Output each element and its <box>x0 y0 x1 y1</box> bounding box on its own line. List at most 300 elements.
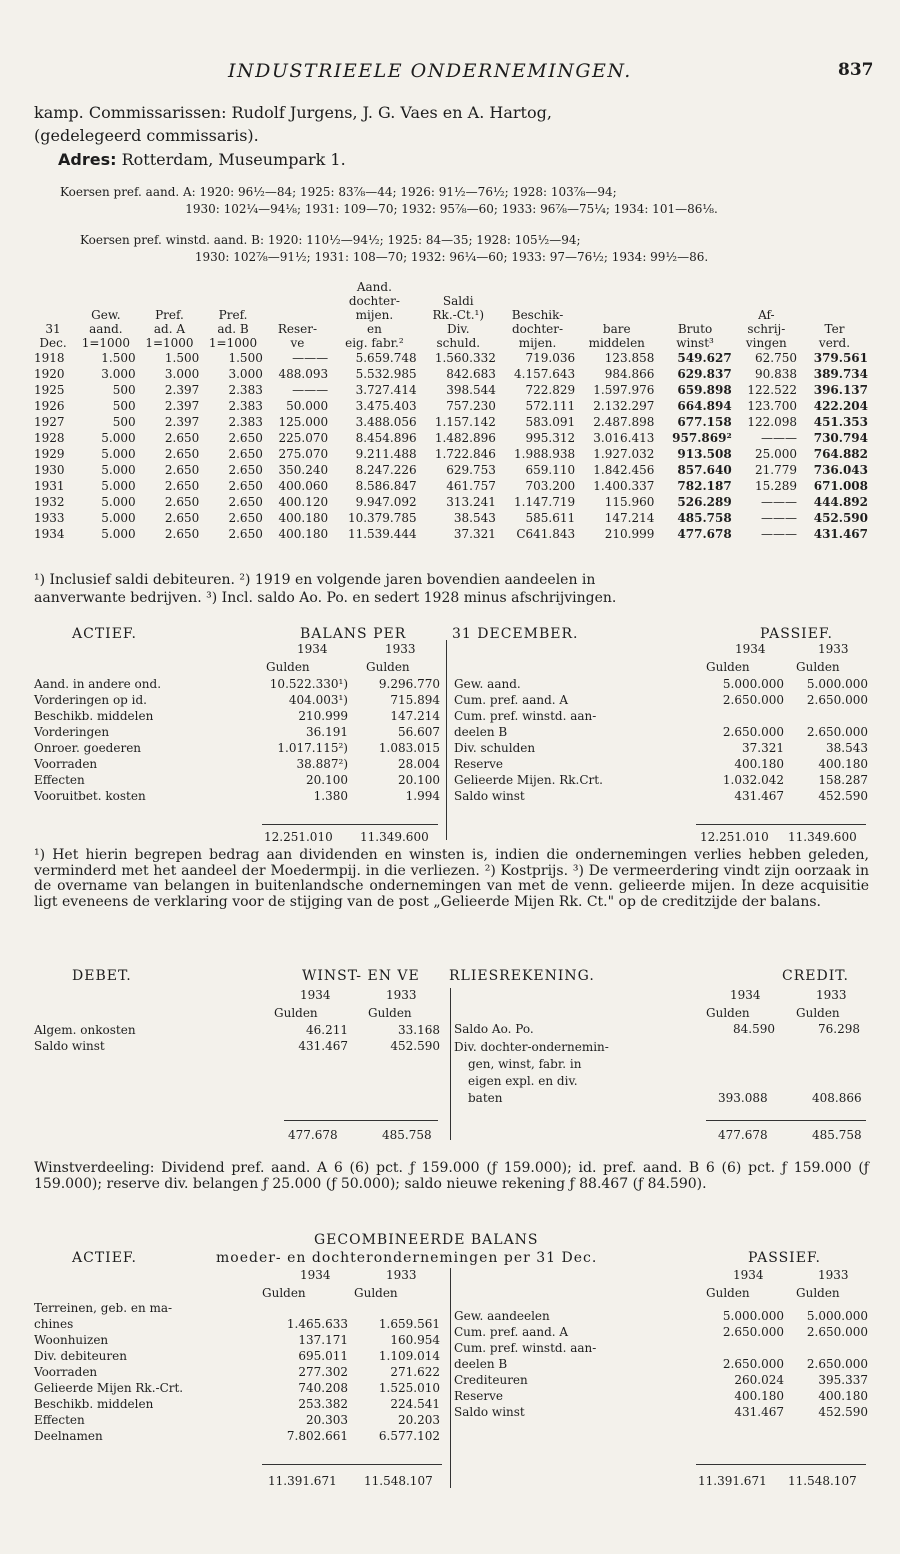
ledger-label: Gelieerde Mijen. Rk.Crt. <box>454 773 603 787</box>
ledger-value-1933: 160.954 <box>390 1333 440 1347</box>
gecomb-passief-row <box>452 1292 870 1308</box>
winst-divider <box>450 988 451 1140</box>
history-cell: 9.947.092 <box>355 495 417 509</box>
history-cell: 2.650 <box>164 479 200 493</box>
winst-credit-label: CREDIT. <box>782 968 849 984</box>
history-cell: 1920 <box>34 367 65 381</box>
gecomb-total-rule-right <box>696 1464 866 1465</box>
balans-title-right: 31 DECEMBER. <box>452 626 579 642</box>
ledger-value-1933: 20.203 <box>398 1413 440 1427</box>
history-cell: 995.312 <box>525 431 576 445</box>
gecomb-passief-row <box>452 1404 870 1420</box>
history-cell: 2.650 <box>228 431 263 445</box>
history-header-cell <box>656 294 733 308</box>
winst-total-1934-left: 477.678 <box>288 1128 338 1142</box>
history-header-cell <box>265 294 330 308</box>
table-row <box>32 494 870 510</box>
ledger-label: Gew. aandeelen <box>454 1309 550 1323</box>
ledger-value-1934: 400.180 <box>734 757 784 771</box>
ledger-value-1933 <box>786 1420 870 1436</box>
history-cell: 842.683 <box>446 367 496 381</box>
history-header-cell <box>734 294 799 308</box>
history-cell: 452.590 <box>813 511 868 525</box>
adres-line <box>58 150 893 169</box>
ledger-label: Cum. pref. aand. A <box>454 1325 569 1339</box>
gecomb-passief-row <box>452 1420 870 1436</box>
table-row <box>32 366 870 382</box>
balans-year-1934-left: 1934 <box>297 642 328 656</box>
history-header-cell: Ter <box>824 322 845 336</box>
ledger-value-1934: 10.522.330¹) <box>269 677 348 691</box>
history-header-cell: en <box>366 322 382 336</box>
balans-passief-row <box>452 756 870 772</box>
history-cell: 2.383 <box>228 383 263 397</box>
history-cell: 90.838 <box>754 367 797 381</box>
balans-year-1933-right: 1933 <box>818 642 849 656</box>
history-cell: 1.400.337 <box>593 479 655 493</box>
balans-passief-row <box>452 788 870 804</box>
history-cell: 9.211.488 <box>355 447 417 461</box>
ledger-label: Beschikb. middelen <box>34 1397 154 1411</box>
gecomb-unit-1934-right: Gulden <box>706 1286 750 1300</box>
ledger-value-1933 <box>786 1292 870 1308</box>
history-cell: 15.289 <box>754 479 797 493</box>
history-cell: 664.894 <box>677 399 732 413</box>
gecomb-actief-row <box>32 1412 442 1428</box>
ledger-value-1934: 431.467 <box>298 1039 348 1053</box>
ledger-label: Effecten <box>34 773 85 787</box>
history-cell: 313.241 <box>446 495 496 509</box>
winst-unit-1934-left: Gulden <box>274 1006 318 1020</box>
history-cell: 1925 <box>34 383 65 397</box>
ledger-label: Div. debiteuren <box>34 1349 127 1363</box>
history-cell: 451.353 <box>813 415 868 429</box>
ledger-value-1934: 2.650.000 <box>722 725 784 739</box>
winst-credit-text-3: eigen expl. en div. <box>468 1074 578 1088</box>
ledger-label: chines <box>34 1317 74 1331</box>
history-cell: 8.247.226 <box>355 463 417 477</box>
ledger-label: Div. schulden <box>454 741 536 755</box>
balans-passief-row <box>452 772 870 788</box>
ledger-value-1934: 137.171 <box>298 1333 348 1347</box>
ledger-value-1933: 20.100 <box>398 773 440 787</box>
history-cell: 2.650 <box>228 447 263 461</box>
history-cell: 25.000 <box>754 447 797 461</box>
table-row <box>32 510 870 526</box>
ledger-label: Cum. pref. aand. A <box>454 693 569 707</box>
balans-unit-1934-right: Gulden <box>706 660 750 674</box>
balans-total-1934-right: 12.251.010 <box>700 830 769 844</box>
history-cell: 3.475.403 <box>355 399 417 413</box>
gecomb-title-2: moeder- en dochterondernemingen per 31 Dec. <box>216 1250 598 1266</box>
ledger-label <box>452 1292 698 1308</box>
gecomb-year-1934-left: 1934 <box>300 1268 331 1282</box>
history-cell: 1932 <box>34 495 65 509</box>
history-header-cell <box>32 294 74 308</box>
history-header-cell <box>138 280 202 294</box>
history-cell: 764.882 <box>813 447 868 461</box>
history-cell: 4.157.643 <box>514 367 576 381</box>
history-header-cell: mijen. <box>518 336 557 350</box>
history-header-cell: Gew. <box>91 308 121 322</box>
ledger-label: Saldo winst <box>454 789 525 803</box>
history-cell: 736.043 <box>813 463 868 477</box>
history-header-cell: Bruto <box>677 322 713 336</box>
table-row <box>32 462 870 478</box>
history-cell: 2.650 <box>164 511 200 525</box>
history-cell: 585.611 <box>525 511 576 525</box>
history-header-cell: winst³ <box>676 336 714 350</box>
ledger-value-1934 <box>698 1420 786 1436</box>
history-header-cell <box>74 280 138 294</box>
history-cell: 500 <box>112 415 136 429</box>
ledger-label: Cum. pref. winstd. aan- <box>454 709 597 723</box>
ledger-label: Vooruitbet. kosten <box>34 789 146 803</box>
winst-unit-1933-right: Gulden <box>796 1006 840 1020</box>
balans-actief-row <box>32 756 442 772</box>
history-cell: 2.487.898 <box>593 415 655 429</box>
history-cell: 1.482.896 <box>434 431 496 445</box>
winst-debet-row <box>32 1038 442 1054</box>
ledger-value-1933: 400.180 <box>818 757 868 771</box>
history-header-cell <box>498 294 577 308</box>
koersen-b-line-2: 1930: 102⅞—91½; 1931: 108—70; 1932: 96¼—60; 1933: 97—76½; 1934: 99½—86. <box>194 250 709 264</box>
ledger-value-1934: 740.208 <box>298 1381 348 1395</box>
history-cell: 583.091 <box>525 415 576 429</box>
history-header-cell: eig. fabr.² <box>345 336 404 350</box>
koersen-a-line-1: Koersen pref. aand. A: 1920: 96½—84; 1925: 83⅞—44; 1926: 91½—76½; 1928: 103⅞—94; <box>60 185 617 199</box>
history-header-cell: ad. A <box>153 322 186 336</box>
table-row <box>32 526 870 542</box>
ledger-value-1933 <box>786 1340 870 1356</box>
history-cell: 1.842.456 <box>593 463 655 477</box>
ledger-label: Crediteuren <box>454 1373 528 1387</box>
ledger-value-1933: 271.622 <box>390 1365 440 1379</box>
history-cell: 2.650 <box>164 527 200 541</box>
balans-passief-row <box>452 676 870 692</box>
ledger-value-1934: 5.000.000 <box>722 1309 784 1323</box>
ledger-value-1934: 36.191 <box>306 725 348 739</box>
ledger-label: Voorraden <box>34 757 98 771</box>
gecomb-year-1933-left: 1933 <box>386 1268 417 1282</box>
ledger-label: Gelieerde Mijen Rk.-Crt. <box>34 1381 184 1395</box>
intro-line-2: (gedelegeerd commissaris). <box>34 126 259 145</box>
ledger-label: Vorderingen <box>34 725 110 739</box>
ledger-value-1934: 431.467 <box>734 789 784 803</box>
gecomb-actief-row <box>32 1396 442 1412</box>
history-cell: ——— <box>292 383 329 397</box>
history-header-cell: schrij- <box>747 322 786 336</box>
ledger-value-1934: 1.465.633 <box>286 1317 348 1331</box>
gecomb-actief-row <box>32 1300 442 1316</box>
ledger-label <box>452 1420 698 1436</box>
balans-passief-row <box>452 724 870 740</box>
gecomb-actief-table <box>32 1300 442 1444</box>
history-cell: 123.858 <box>604 351 655 365</box>
history-header-cell: Aand. <box>356 280 392 294</box>
ledger-value-1933: 1.659.561 <box>378 1317 440 1331</box>
history-header-cell: middelen <box>588 336 645 350</box>
table-row <box>32 446 870 462</box>
history-cell: 485.758 <box>677 511 732 525</box>
ledger-value-1933 <box>786 708 870 724</box>
ledger-value-1933: 6.577.102 <box>378 1429 440 1443</box>
history-header-cell: ve <box>290 336 305 350</box>
ledger-label: deelen B <box>454 725 508 739</box>
ledger-value-1933: 452.590 <box>818 789 868 803</box>
history-header-cell <box>577 308 656 322</box>
winst-credit-text-4: baten <box>468 1091 503 1105</box>
winst-unit-1934-right: Gulden <box>706 1006 750 1020</box>
table-row <box>32 478 870 494</box>
winst-credit-saldo-1934: 84.590 <box>733 1022 775 1036</box>
history-cell: 913.508 <box>677 447 732 461</box>
history-cell: 500 <box>112 399 136 413</box>
history-header-cell <box>201 294 265 308</box>
history-cell: 125.000 <box>278 415 329 429</box>
history-cell: 38.543 <box>453 511 496 525</box>
ledger-value-1933: 2.650.000 <box>806 693 868 707</box>
winst-credit-text-1: Div. dochter-ondernemin- <box>454 1040 609 1054</box>
running-header: INDUSTRIEELE ONDERNEMINGEN. <box>228 60 632 82</box>
ledger-value-1933 <box>350 1300 442 1316</box>
balans-total-1933-right: 11.349.600 <box>788 830 857 844</box>
ledger-value-1933: 1.994 <box>405 789 440 803</box>
history-cell: 1933 <box>34 511 65 525</box>
balans-total-rule-right <box>696 824 866 825</box>
history-cell: 400.060 <box>278 479 329 493</box>
history-cell: 2.397 <box>164 399 200 413</box>
history-cell: 275.070 <box>278 447 329 461</box>
koersen-b-line-1: Koersen pref. winstd. aand. B: 1920: 110½—94½; 1925: 84—35; 1928: 105½—94; <box>80 233 581 247</box>
history-cell: 629.753 <box>446 463 496 477</box>
table-row <box>32 350 870 366</box>
history-cell: 984.866 <box>604 367 655 381</box>
history-header-cell <box>577 280 656 294</box>
gecomb-title-1: GECOMBINEERDE BALANS <box>314 1232 539 1248</box>
history-cell: 2.132.297 <box>593 399 655 413</box>
history-cell: 3.727.414 <box>355 383 417 397</box>
history-cell: 1929 <box>34 447 65 461</box>
history-header-row <box>32 280 870 294</box>
history-cell: 10.379.785 <box>347 511 417 525</box>
history-header-cell: Dec. <box>39 336 67 350</box>
ledger-value-1934: 695.011 <box>298 1349 348 1363</box>
balans-unit-1934-left: Gulden <box>266 660 310 674</box>
balans-year-1934-right: 1934 <box>735 642 766 656</box>
ledger-value-1934: 210.999 <box>298 709 348 723</box>
gecomb-total-1934-left: 11.391.671 <box>268 1474 337 1488</box>
ledger-value-1933: 2.650.000 <box>806 725 868 739</box>
gecomb-passief-row <box>452 1324 870 1340</box>
history-cell: 50.000 <box>286 399 329 413</box>
history-cell: 2.650 <box>228 495 263 509</box>
balans-actief-row <box>32 708 442 724</box>
ledger-value-1933: 158.287 <box>818 773 868 787</box>
gecomb-year-1933-right: 1933 <box>818 1268 849 1282</box>
ledger-value-1934: 1.380 <box>313 789 348 803</box>
ledger-value-1934: 2.650.000 <box>722 1325 784 1339</box>
gecomb-total-1934-right: 11.391.671 <box>698 1474 767 1488</box>
ledger-value-1934: 46.211 <box>306 1023 348 1037</box>
winst-title-right: RLIESREKENING. <box>449 968 595 984</box>
history-cell: ——— <box>760 495 797 509</box>
balans-passief-row <box>452 740 870 756</box>
balans-passief-table <box>452 676 870 804</box>
winst-total-1934-right: 477.678 <box>718 1128 768 1142</box>
history-cell: 8.586.847 <box>355 479 417 493</box>
gecomb-passief-label: PASSIEF. <box>748 1250 821 1266</box>
history-header-cell <box>734 280 799 294</box>
balans-passief-row <box>452 692 870 708</box>
history-cell: 549.627 <box>677 351 732 365</box>
history-cell: 5.000 <box>101 463 136 477</box>
history-cell: 122.098 <box>747 415 797 429</box>
history-header-cell: Saldi <box>442 294 474 308</box>
history-header-cell: mijen. <box>355 308 394 322</box>
history-cell: 3.000 <box>228 367 263 381</box>
history-cell: C641.843 <box>516 527 576 541</box>
history-cell: 1926 <box>34 399 65 413</box>
history-cell: 1918 <box>34 351 65 365</box>
history-header-cell: Pref. <box>218 308 248 322</box>
balans-actief-row <box>32 692 442 708</box>
history-cell: 5.532.985 <box>355 367 417 381</box>
history-cell: 5.000 <box>101 495 136 509</box>
ledger-value-1933: 1.109.014 <box>378 1349 440 1363</box>
history-cell: 2.650 <box>164 447 200 461</box>
history-cell: 857.640 <box>677 463 732 477</box>
ledger-value-1934: 260.024 <box>734 1373 784 1387</box>
history-cell: 62.750 <box>754 351 797 365</box>
history-cell: 400.120 <box>278 495 329 509</box>
ledger-value-1933: 5.000.000 <box>806 677 868 691</box>
ledger-value-1934: 37.321 <box>742 741 784 755</box>
history-cell: 2.397 <box>164 415 200 429</box>
history-header-row <box>32 308 870 322</box>
history-cell: 1930 <box>34 463 65 477</box>
history-cell: 957.869² <box>672 431 732 445</box>
history-cell: 1.500 <box>101 351 136 365</box>
history-cell: 400.180 <box>278 527 329 541</box>
history-header-cell <box>138 294 202 308</box>
history-cell: 422.204 <box>813 399 868 413</box>
winst-debet-label: DEBET. <box>72 968 132 984</box>
balans-total-1933-left: 11.349.600 <box>360 830 429 844</box>
ledger-value-1933: 395.337 <box>818 1373 868 1387</box>
history-header-cell <box>265 308 330 322</box>
ledger-value-1934: 2.650.000 <box>722 693 784 707</box>
history-header-cell <box>419 280 498 294</box>
balans-actief-table <box>32 676 442 804</box>
history-cell: 147.214 <box>604 511 655 525</box>
history-cell: 1.500 <box>164 351 200 365</box>
history-header-cell <box>201 280 265 294</box>
history-table <box>32 280 870 542</box>
ledger-label: Onroer. goederen <box>34 741 142 755</box>
history-cell: 5.659.748 <box>355 351 417 365</box>
history-cell: 2.650 <box>164 463 200 477</box>
winst-title-left: WINST- EN VE <box>302 968 420 984</box>
history-cell: 115.960 <box>604 495 655 509</box>
winst-total-1933-right: 485.758 <box>812 1128 862 1142</box>
history-cell: 782.187 <box>677 479 732 493</box>
ledger-value-1933: 1.525.010 <box>378 1381 440 1395</box>
history-header-cell: Div. <box>446 322 470 336</box>
history-cell: 1.988.938 <box>514 447 576 461</box>
gecomb-actief-label: ACTIEF. <box>72 1250 137 1266</box>
history-cell: 2.383 <box>228 399 263 413</box>
ledger-label: Cum. pref. winstd. aan- <box>454 1341 597 1355</box>
gecomb-actief-row <box>32 1316 442 1332</box>
history-cell: ——— <box>760 527 797 541</box>
history-cell: 123.700 <box>747 399 797 413</box>
history-header-cell: 31 <box>45 322 61 336</box>
history-cell: ——— <box>292 351 329 365</box>
ledger-value-1933: 452.590 <box>818 1405 868 1419</box>
ledger-label: Woonhuizen <box>34 1333 109 1347</box>
winst-debet-table <box>32 1022 442 1054</box>
history-cell: 1.927.032 <box>593 447 655 461</box>
history-cell: 677.158 <box>677 415 732 429</box>
history-header-cell <box>656 308 733 322</box>
ledger-value-1933: 715.894 <box>390 693 440 707</box>
balans-actief-row <box>32 724 442 740</box>
ledger-label: Reserve <box>454 1389 504 1403</box>
gecomb-year-1934-right: 1934 <box>733 1268 764 1282</box>
ledger-value-1933: 2.650.000 <box>806 1325 868 1339</box>
ledger-value-1934: 404.003¹) <box>288 693 348 707</box>
history-header-cell: 1=1000 <box>145 336 194 350</box>
gecomb-total-rule-left <box>262 1464 442 1465</box>
history-cell: 210.999 <box>604 527 655 541</box>
ledger-value-1934: 38.887²) <box>296 757 348 771</box>
history-header-cell: Af- <box>758 308 775 322</box>
ledger-label: Saldo winst <box>34 1039 105 1053</box>
balans-passief-row <box>452 708 870 724</box>
ledger-value-1933: 1.083.015 <box>378 741 440 755</box>
history-cell: 1927 <box>34 415 65 429</box>
winst-total-rule-left <box>284 1120 438 1121</box>
ledger-value-1934: 1.017.115²) <box>277 741 348 755</box>
ledger-label: Beschikb. middelen <box>34 709 154 723</box>
gecomb-passief-table <box>452 1292 870 1436</box>
history-header-cell: bare <box>602 322 631 336</box>
ledger-value-1934: 20.303 <box>306 1413 348 1427</box>
history-header-cell: Beschik- <box>511 308 564 322</box>
history-cell: 225.070 <box>278 431 329 445</box>
table-row <box>32 414 870 430</box>
balans-unit-1933-right: Gulden <box>796 660 840 674</box>
history-header-row <box>32 336 870 350</box>
history-header-row <box>32 322 870 336</box>
history-header-cell <box>32 280 74 294</box>
history-header-cell: Rk.-Ct.¹) <box>432 308 485 322</box>
adres-value: Rotterdam, Museumpark 1. <box>121 150 346 169</box>
ledger-value-1933: 2.650.000 <box>806 1357 868 1371</box>
gecomb-unit-1934-left: Gulden <box>262 1286 306 1300</box>
history-cell: 1.147.719 <box>514 495 576 509</box>
balans-passief-label: PASSIEF. <box>760 626 833 642</box>
history-cell: 671.008 <box>813 479 868 493</box>
history-cell: 719.036 <box>525 351 576 365</box>
gecomb-actief-row <box>32 1332 442 1348</box>
history-cell: 659.110 <box>525 463 576 477</box>
history-cell: 659.898 <box>677 383 732 397</box>
history-cell: 2.650 <box>228 511 263 525</box>
history-header-cell: ad. B <box>217 322 249 336</box>
ledger-value-1933: 147.214 <box>390 709 440 723</box>
